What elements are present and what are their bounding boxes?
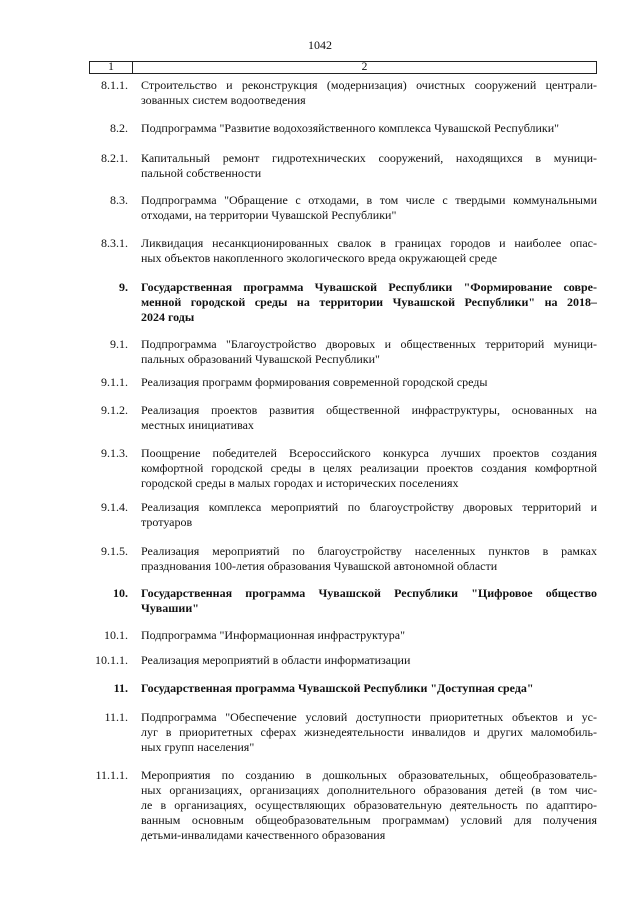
text-line: Строительство и реконструкция (модернизация) очистных сооружений централи-: [141, 78, 597, 92]
item-text: [141, 121, 597, 136]
item-number: 8.2.1.: [101, 151, 128, 165]
text-line: празднования 100-летия образования Чувашской автономной области: [141, 559, 498, 573]
item-number: 11.: [113, 681, 128, 695]
column-header-table: [89, 61, 597, 74]
item-number: 9.1.1.: [101, 375, 128, 389]
text-line: Ликвидация несанкционированных свалок в границах городов и наиболее опас-: [141, 236, 597, 250]
text-line: городской среды в малых городах и исторических поселениях: [141, 476, 459, 490]
text-line: Государственная программа Чувашской Республики "Цифровое общество: [141, 586, 597, 600]
item-text: [141, 193, 597, 223]
page-number: 1042: [308, 38, 332, 52]
item-text: [141, 446, 597, 491]
item-number: 8.3.1.: [101, 236, 128, 250]
text-line: ных объектов накопленного экологического вреда окружающей среде: [141, 251, 498, 265]
item-text: [141, 710, 597, 755]
text-line: ванным основным общеобразовательным программам) условий для получения: [141, 813, 597, 827]
item-text: [141, 500, 597, 530]
text-line: Подпрограмма "Информационная инфраструктура": [141, 628, 405, 642]
text-line: Мероприятия по созданию в дошкольных образовательных, общеобразователь-: [141, 768, 597, 782]
text-line: Реализация проектов развития общественной инфраструктуры, основанных на: [141, 403, 597, 417]
text-line: Чувашии": [141, 601, 199, 615]
item-text: [141, 768, 597, 843]
item-number: 9.1.2.: [101, 403, 128, 417]
text-line: тротуаров: [141, 515, 193, 529]
item-number: 10.1.1.: [95, 653, 128, 667]
item-number: 8.3.: [110, 193, 128, 207]
text-line: ных групп населения": [141, 740, 255, 754]
item-text: [141, 681, 597, 696]
item-number: 11.1.1.: [95, 768, 128, 782]
text-line: Реализация программ формирования современной городской среды: [141, 375, 488, 389]
text-line: Подпрограмма "Обеспечение условий доступности приоритетных объектов и ус-: [141, 710, 597, 724]
item-number: 9.1.: [110, 337, 128, 351]
item-text: [141, 78, 597, 108]
column-header-name: 2: [133, 62, 597, 74]
text-line: Реализация мероприятий по благоустройству населенных пунктов в рамках: [141, 544, 597, 558]
text-line: Подпрограмма "Развитие водохозяйственного комплекса Чувашской Республики": [141, 121, 560, 135]
text-line: луг в приоритетных сферах жизнедеятельности инвалидов и других маломобиль-: [141, 725, 597, 739]
text-line: пальных образований Чувашской Республики": [141, 352, 380, 366]
text-line: зованных систем водоотведения: [141, 93, 306, 107]
column-header-row: [90, 62, 597, 74]
column-header-number: 1: [90, 62, 133, 74]
item-text: [141, 544, 597, 574]
item-number: 10.: [113, 586, 128, 600]
text-line: местных инициативах: [141, 418, 254, 432]
item-number: 8.1.1.: [101, 78, 128, 92]
text-line: Поощрение победителей Всероссийского конкурса лучших проектов создания: [141, 446, 597, 460]
item-text: [141, 586, 597, 616]
item-text: [141, 280, 597, 325]
item-number: 9.: [119, 280, 128, 294]
text-line: Реализация комплекса мероприятий по благоустройству дворовых территорий и: [141, 500, 597, 514]
text-line: отходами, на территории Чувашской Республики": [141, 208, 397, 222]
text-line: ных организациях, организациях дополнительного образования детей (в том чис-: [141, 783, 597, 797]
item-text: [141, 236, 597, 266]
item-number: 8.2.: [110, 121, 128, 135]
item-text: [141, 653, 597, 668]
text-line: комфортной городской среды в целях реализации проектов создания комфортной: [141, 461, 597, 475]
item-text: [141, 403, 597, 433]
item-text: [141, 337, 597, 367]
text-line: 2024 годы: [141, 310, 195, 324]
item-text: [141, 151, 597, 181]
item-number: 11.1.: [104, 710, 128, 724]
item-text: [141, 628, 597, 643]
text-line: пальной собственности: [141, 166, 262, 180]
item-number: 10.1.: [104, 628, 128, 642]
text-line: Государственная программа Чувашской Республики "Формирование совре-: [141, 280, 597, 294]
item-number: 9.1.5.: [101, 544, 128, 558]
text-line: Государственная программа Чувашской Республики "Доступная среда": [141, 681, 534, 695]
text-line: менной городской среды на территории Чувашской Республики" на 2018–: [141, 295, 597, 309]
text-line: ле в организациях, осуществляющих образовательную деятельность по адаптиро-: [141, 798, 597, 812]
item-number: 9.1.4.: [101, 500, 128, 514]
item-text: [141, 375, 597, 390]
item-number: 9.1.3.: [101, 446, 128, 460]
text-line: детьми-инвалидами качественного образования: [141, 828, 386, 842]
text-line: Подпрограмма "Благоустройство дворовых и общественных территорий муници-: [141, 337, 597, 351]
text-line: Капитальный ремонт гидротехнических сооружений, находящихся в муници-: [141, 151, 597, 165]
text-line: Реализация мероприятий в области информатизации: [141, 653, 411, 667]
text-line: Подпрограмма "Обращение с отходами, в том числе с твердыми коммунальными: [141, 193, 597, 207]
